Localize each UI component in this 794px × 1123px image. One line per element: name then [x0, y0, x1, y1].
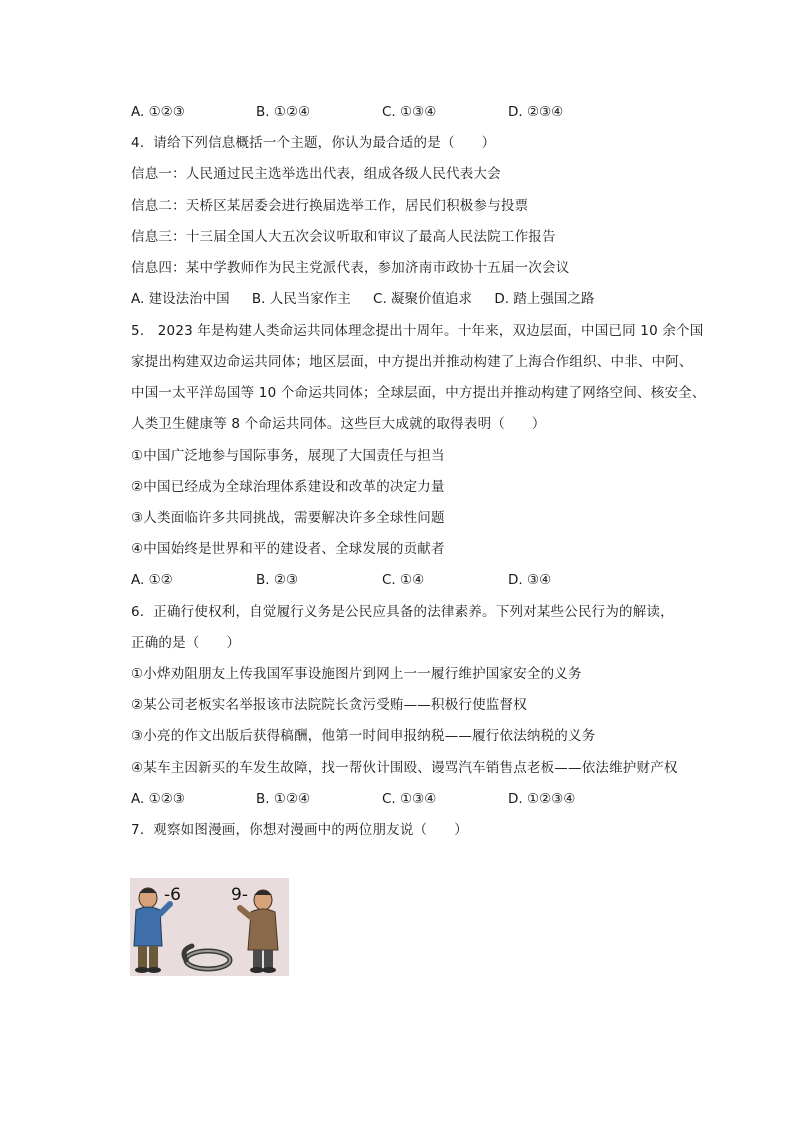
- q3-option-c: C. ①③④: [382, 104, 437, 120]
- q5-option-c: C. ①④: [382, 572, 425, 588]
- q5-stem-line-1: 5. 2023 年是构建人类命运共同体理念提出十周年。十年来，双边层面，中国已同 10 余个国: [131, 323, 704, 339]
- q6-stem-line-2: 正确的是（ ）: [131, 635, 241, 651]
- cartoon-image: [130, 878, 289, 976]
- q5-stem-line-4: 人类卫生健康等 8 个命运共同体。这些巨大成就的取得表明（ ）: [131, 416, 546, 432]
- q6-statement-1: ①小烨劝阻朋友上传我国军事设施图片到网上一一履行维护国家安全的义务: [131, 666, 582, 682]
- q6-statement-3: ③小亮的作文出版后获得稿酬，他第一时间申报纳税——履行依法纳税的义务: [131, 728, 596, 744]
- q5-statement-2: ②中国已经成为全球治理体系建设和改革的决定力量: [131, 479, 445, 495]
- q5-stem-line-2: 家提出构建双边命运共同体；地区层面，中方提出并推动构建了上海合作组织、中非、中阿、: [131, 354, 693, 370]
- q6-statement-2: ②某公司老板实名举报该市法院院长贪污受贿——积极行使监督权: [131, 697, 527, 713]
- q6-option-a: A. ①②③: [131, 791, 185, 807]
- q6-option-c: C. ①③④: [382, 791, 437, 807]
- q4-option-c: C. 凝聚价值追求: [373, 291, 473, 307]
- q4-info-2: 信息二：天桥区某居委会进行换届选举工作，居民们积极参与投票: [131, 198, 529, 214]
- q5-option-b: B. ②③: [256, 572, 299, 588]
- q3-option-b: B. ①②④: [256, 104, 311, 120]
- q5-stem-line-3: 中国一太平洋岛国等 10 个命运共同体；全球层面，中方提出并推动构建了网络空间、核安全、: [131, 385, 706, 401]
- q4-option-a: A. 建设法治中国: [131, 291, 230, 307]
- q5-statement-3: ③人类面临许多共同挑战，需要解决许多全球性问题: [131, 510, 445, 526]
- q7-stem: 7. 观察如图漫画，你想对漫画中的两位朋友说（ ）: [131, 822, 468, 838]
- q6-option-b: B. ①②④: [256, 791, 311, 807]
- q4-info-3: 信息三：十三届全国人大五次会议听取和审议了最高人民法院工作报告: [131, 229, 556, 245]
- q5-options: [131, 571, 691, 589]
- q5-statement-4: ④中国始终是世界和平的建设者、全球发展的贡献者: [131, 541, 445, 557]
- q6-stem-line-1: 6. 正确行使权利，自觉履行义务是公民应具备的法律素养。下列对某些公民行为的解读，: [131, 604, 674, 620]
- q4-stem: 4. 请给下列信息概括一个主题，你认为最合适的是（ ）: [131, 135, 496, 151]
- q4-info-4: 信息四：某中学教师作为民主党派代表，参加济南市政协十五届一次会议: [131, 260, 570, 276]
- q5-statement-1: ①中国广泛地参与国际事务，展现了大国责任与担当: [131, 448, 445, 464]
- q6-options: [131, 790, 691, 808]
- q4-options: [131, 290, 612, 308]
- cartoon-left-number: -6: [164, 885, 181, 905]
- q3-option-a: A. ①②③: [131, 104, 185, 120]
- q3-option-d: D. ②③④: [508, 104, 564, 120]
- q6-statement-4: ④某车主因新买的车发生故障，找一帮伙计围殴、谩骂汽车销售点老板——依法维护财产权: [131, 760, 678, 776]
- q5-option-d: D. ③④: [508, 572, 552, 588]
- cartoon-right-number: 9-: [231, 885, 248, 905]
- q6-option-d: D. ①②③④: [508, 791, 576, 807]
- q3-options: [131, 103, 691, 121]
- q4-option-b: B. 人民当家作主: [251, 291, 351, 307]
- q4-option-d: D. 踏上强国之路: [494, 291, 595, 307]
- q4-info-1: 信息一：人民通过民主选举选出代表，组成各级人民代表大会: [131, 166, 501, 182]
- cartoon-svg: [130, 878, 289, 976]
- q5-option-a: A. ①②: [131, 572, 173, 588]
